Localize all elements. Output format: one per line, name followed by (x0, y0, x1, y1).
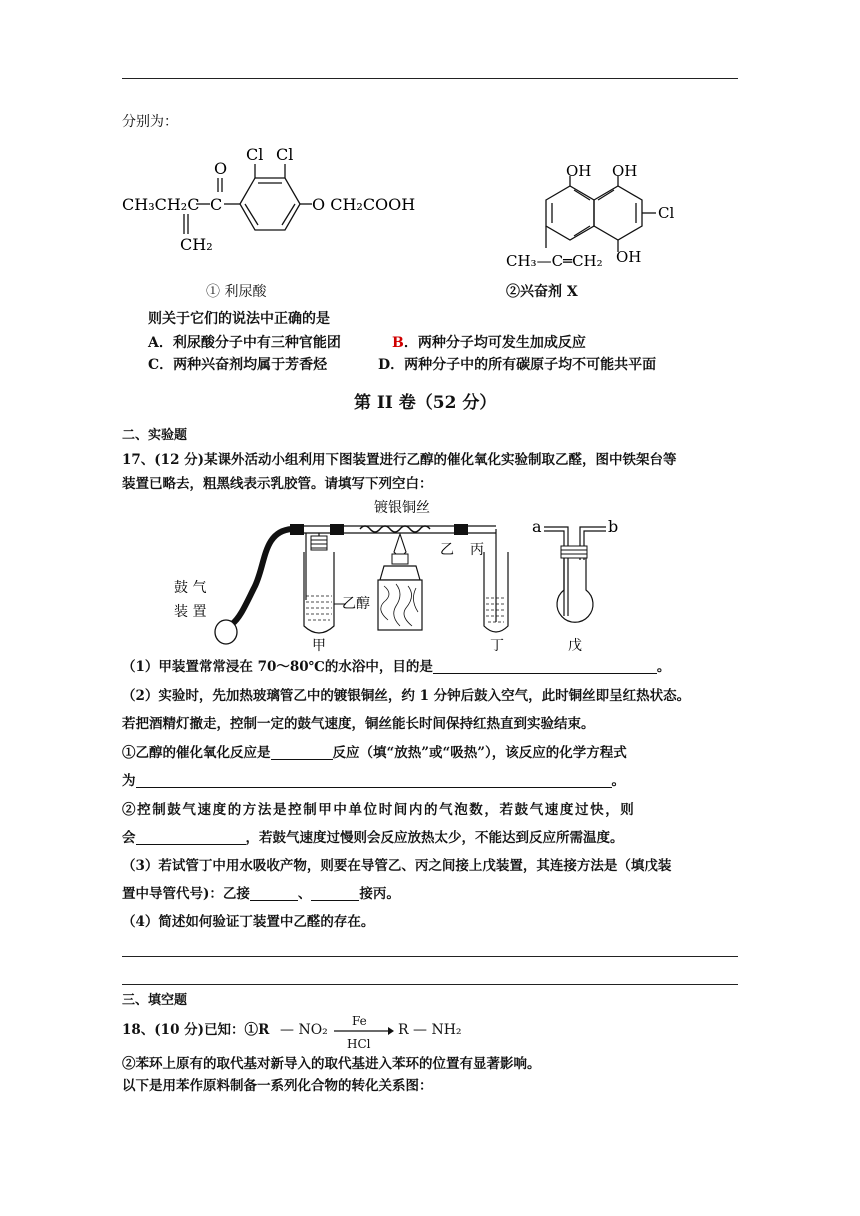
m1-right-chain: O CH₂COOH (312, 195, 416, 214)
q17-part4: （4）简述如何验证丁装置中乙醛的存在。 (122, 914, 375, 930)
q17-part2-q1-equation: 为 。 (122, 773, 625, 789)
q16-option-a[interactable]: A．利尿酸分子中有三种官能团 (148, 335, 341, 351)
label-b: b (608, 517, 619, 536)
q18-hcl: HCl (347, 1037, 371, 1051)
answer-blank-2[interactable] (271, 745, 333, 760)
q17-part2-line1: （2）实验时，先加热玻璃管乙中的镀银铜丝，约 1 分钟后鼓入空气，此时铜丝即呈红热状态。 (122, 688, 691, 704)
q16-option-b-letter: B (392, 335, 404, 351)
m2-oh3: OH (616, 248, 642, 266)
q17-part3-line2: 置中导管代号)：乙接 、 接丙。 (122, 886, 400, 902)
intro-text: 分别为： (122, 114, 178, 130)
q17-part2-q2: ②控制鼓气速度的方法是控制甲中单位时间内的气泡数，若鼓气速度过快，则 (122, 802, 636, 818)
label-yi: 乙 (440, 542, 454, 558)
section3-heading: 三、填空题 (122, 993, 188, 1008)
q17-part3: （3）若试管丁中用水吸收产物，则要在导管乙、丙之间接上戊装置，其连接方法是（填戊装 (122, 858, 672, 874)
q17-number: 17、(12 分) (122, 452, 205, 468)
m1-label: ① 利尿酸 (206, 284, 267, 300)
label-blower-2: 装 置 (174, 604, 207, 620)
q16-option-d[interactable]: D．两种分子中的所有碳原子均不可能共平面 (378, 357, 657, 373)
label-jia: 甲 (312, 638, 326, 654)
answer-blank-5[interactable] (311, 886, 359, 901)
m1-cl1: Cl (246, 145, 264, 164)
q16-option-b[interactable] (392, 334, 586, 353)
q18-known: 18、(10 分)已知：①R (122, 1022, 270, 1038)
answer-blank-1[interactable] (433, 659, 657, 674)
label-ethanol: 乙醇 (342, 596, 370, 612)
molecule-diuretic-acid (118, 140, 418, 278)
header-rule (122, 78, 738, 79)
q17-part2-q2-line2: 会 ，若鼓气速度过慢则会反应放热太少，不能达到反应所需温度。 (122, 830, 624, 846)
q16-stem: 则关于它们的说法中正确的是 (148, 311, 330, 327)
q18-no2: — NO₂ (280, 1022, 328, 1038)
q17-intro-line2: 装置已略去，粗黑线表示乳胶管。请填写下列空白： (122, 476, 433, 492)
q16-option-b-text: ．两种分子均可发生加成反应 (403, 335, 586, 351)
apparatus-diagram (170, 496, 630, 656)
answer-line-1[interactable] (122, 956, 738, 957)
answer-blank-4[interactable] (250, 886, 298, 901)
label-bing: 丙 (470, 542, 484, 558)
q18-product: R — NH₂ (398, 1022, 462, 1038)
q16-option-c[interactable]: C．两种兴奋剂均属于芳香烃 (148, 357, 328, 373)
m2-oh2: OH (612, 162, 638, 180)
q18-number: 18、(10 分) (122, 1022, 205, 1038)
label-ding: 丁 (490, 638, 504, 654)
m1-cl2: Cl (276, 145, 294, 164)
m1-carbonyl-c: C (210, 195, 223, 214)
q17-part1: （1）甲装置常常浸在 70～80℃的水浴中，目的是 。 (122, 659, 671, 675)
m1-ketone-o: O (214, 159, 228, 178)
part2-title: 第 II 卷（52 分） (354, 393, 497, 413)
q18-fe: Fe (352, 1014, 367, 1028)
m1-left-chain: CH₃CH₂C (122, 195, 200, 214)
answer-blank-equation[interactable] (136, 773, 612, 788)
q18-line3: 以下是用苯作原料制备一系列化合物的转化关系图： (122, 1078, 433, 1094)
label-blower-1: 鼓 气 (174, 580, 207, 596)
m1-branch: CH₂ (180, 235, 213, 254)
answer-line-2[interactable] (122, 984, 738, 985)
molecule-stimulant-x (500, 160, 700, 278)
q17-intro-line1: 17、(12 分)某课外活动小组利用下图装置进行乙醇的催化氧化实验制取乙醛，图中铁架台等 (122, 452, 677, 468)
section2-heading: 二、实验题 (122, 428, 188, 443)
m2-cl: Cl (658, 204, 675, 222)
m2-bottom-chain: CH₃—C═CH₂ (506, 252, 603, 270)
q18-line2: ②苯环上原有的取代基对新导入的取代基进入苯环的位置有显著影响。 (122, 1056, 541, 1072)
answer-blank-3[interactable] (136, 830, 246, 845)
q17-part2-line2: 若把酒精灯撤走，控制一定的鼓气速度，铜丝能长时间保持红热直到实验结束。 (122, 716, 595, 732)
label-wu: 戊 (568, 638, 582, 654)
label-a: a (532, 517, 542, 536)
reaction-arrow (334, 1026, 394, 1036)
q17-part2-q1: ①乙醇的催化氧化反应是 反应（填“放热”或“吸热”），该反应的化学方程式 (122, 745, 627, 761)
m2-label: ②兴奋剂 X (506, 284, 578, 300)
label-wire: 镀银铜丝 (374, 500, 430, 516)
m2-oh1: OH (566, 162, 592, 180)
